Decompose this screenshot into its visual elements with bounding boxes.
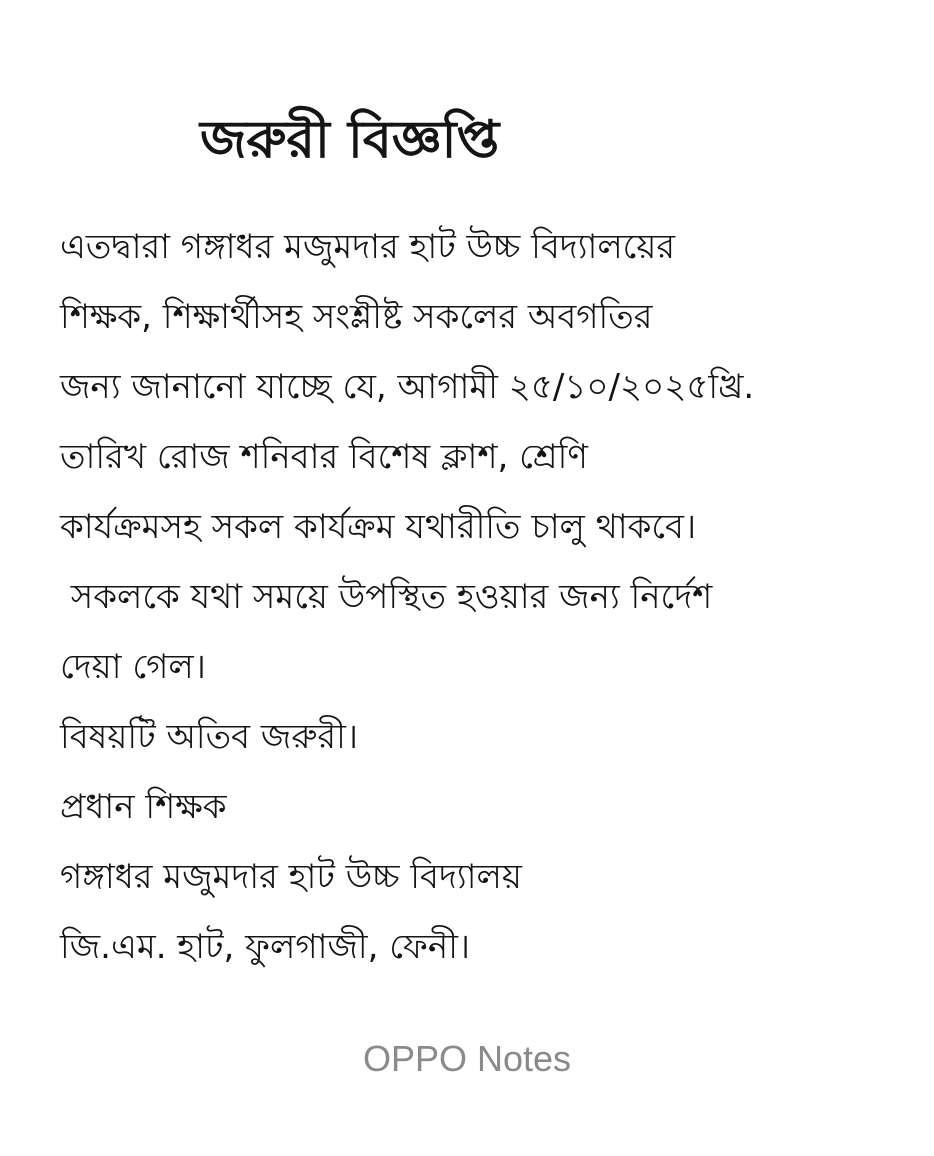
notice-line: কার্যক্রমসহ সকল কার্যক্রম যথারীতি চালু থাকবে। [60,507,697,547]
notice-title: জরুরী বিজ্ঞপ্তি [200,110,500,170]
notice-body [60,212,900,982]
notice-line: বিষয়টি অতিব জরুরী। [60,717,358,757]
notice-line: জন্য জানানো যাচ্ছে যে, আগামী ২৫/১০/২০২৫খ্রি. [60,367,755,407]
signature-school-name: গঙ্গাধর মজুমদার হাট উচ্চ বিদ্যালয় [60,857,522,897]
app-watermark: OPPO Notes [362,1038,572,1079]
signature-address: জি.এম. হাট, ফুলগাজী, ফেনী। [60,927,471,967]
notice-line: শিক্ষক, শিক্ষার্থীসহ সংশ্লীষ্ট সকলের অবগতির [60,297,653,337]
notice-line: সকলকে যথা সময়ে উপস্থিত হওয়ার জন্য নির্দেশ [60,577,713,617]
signature-designation: প্রধান শিক্ষক [60,787,227,827]
notice-line: তারিখ রোজ শনিবার বিশেষ ক্লাশ, শ্রেণি [60,437,588,477]
notice-line: এতদ্বারা গঙ্গাধর মজুমদার হাট উচ্চ বিদ্যালয়ের [60,227,676,267]
notice-line: দেয়া গেল। [60,647,206,687]
